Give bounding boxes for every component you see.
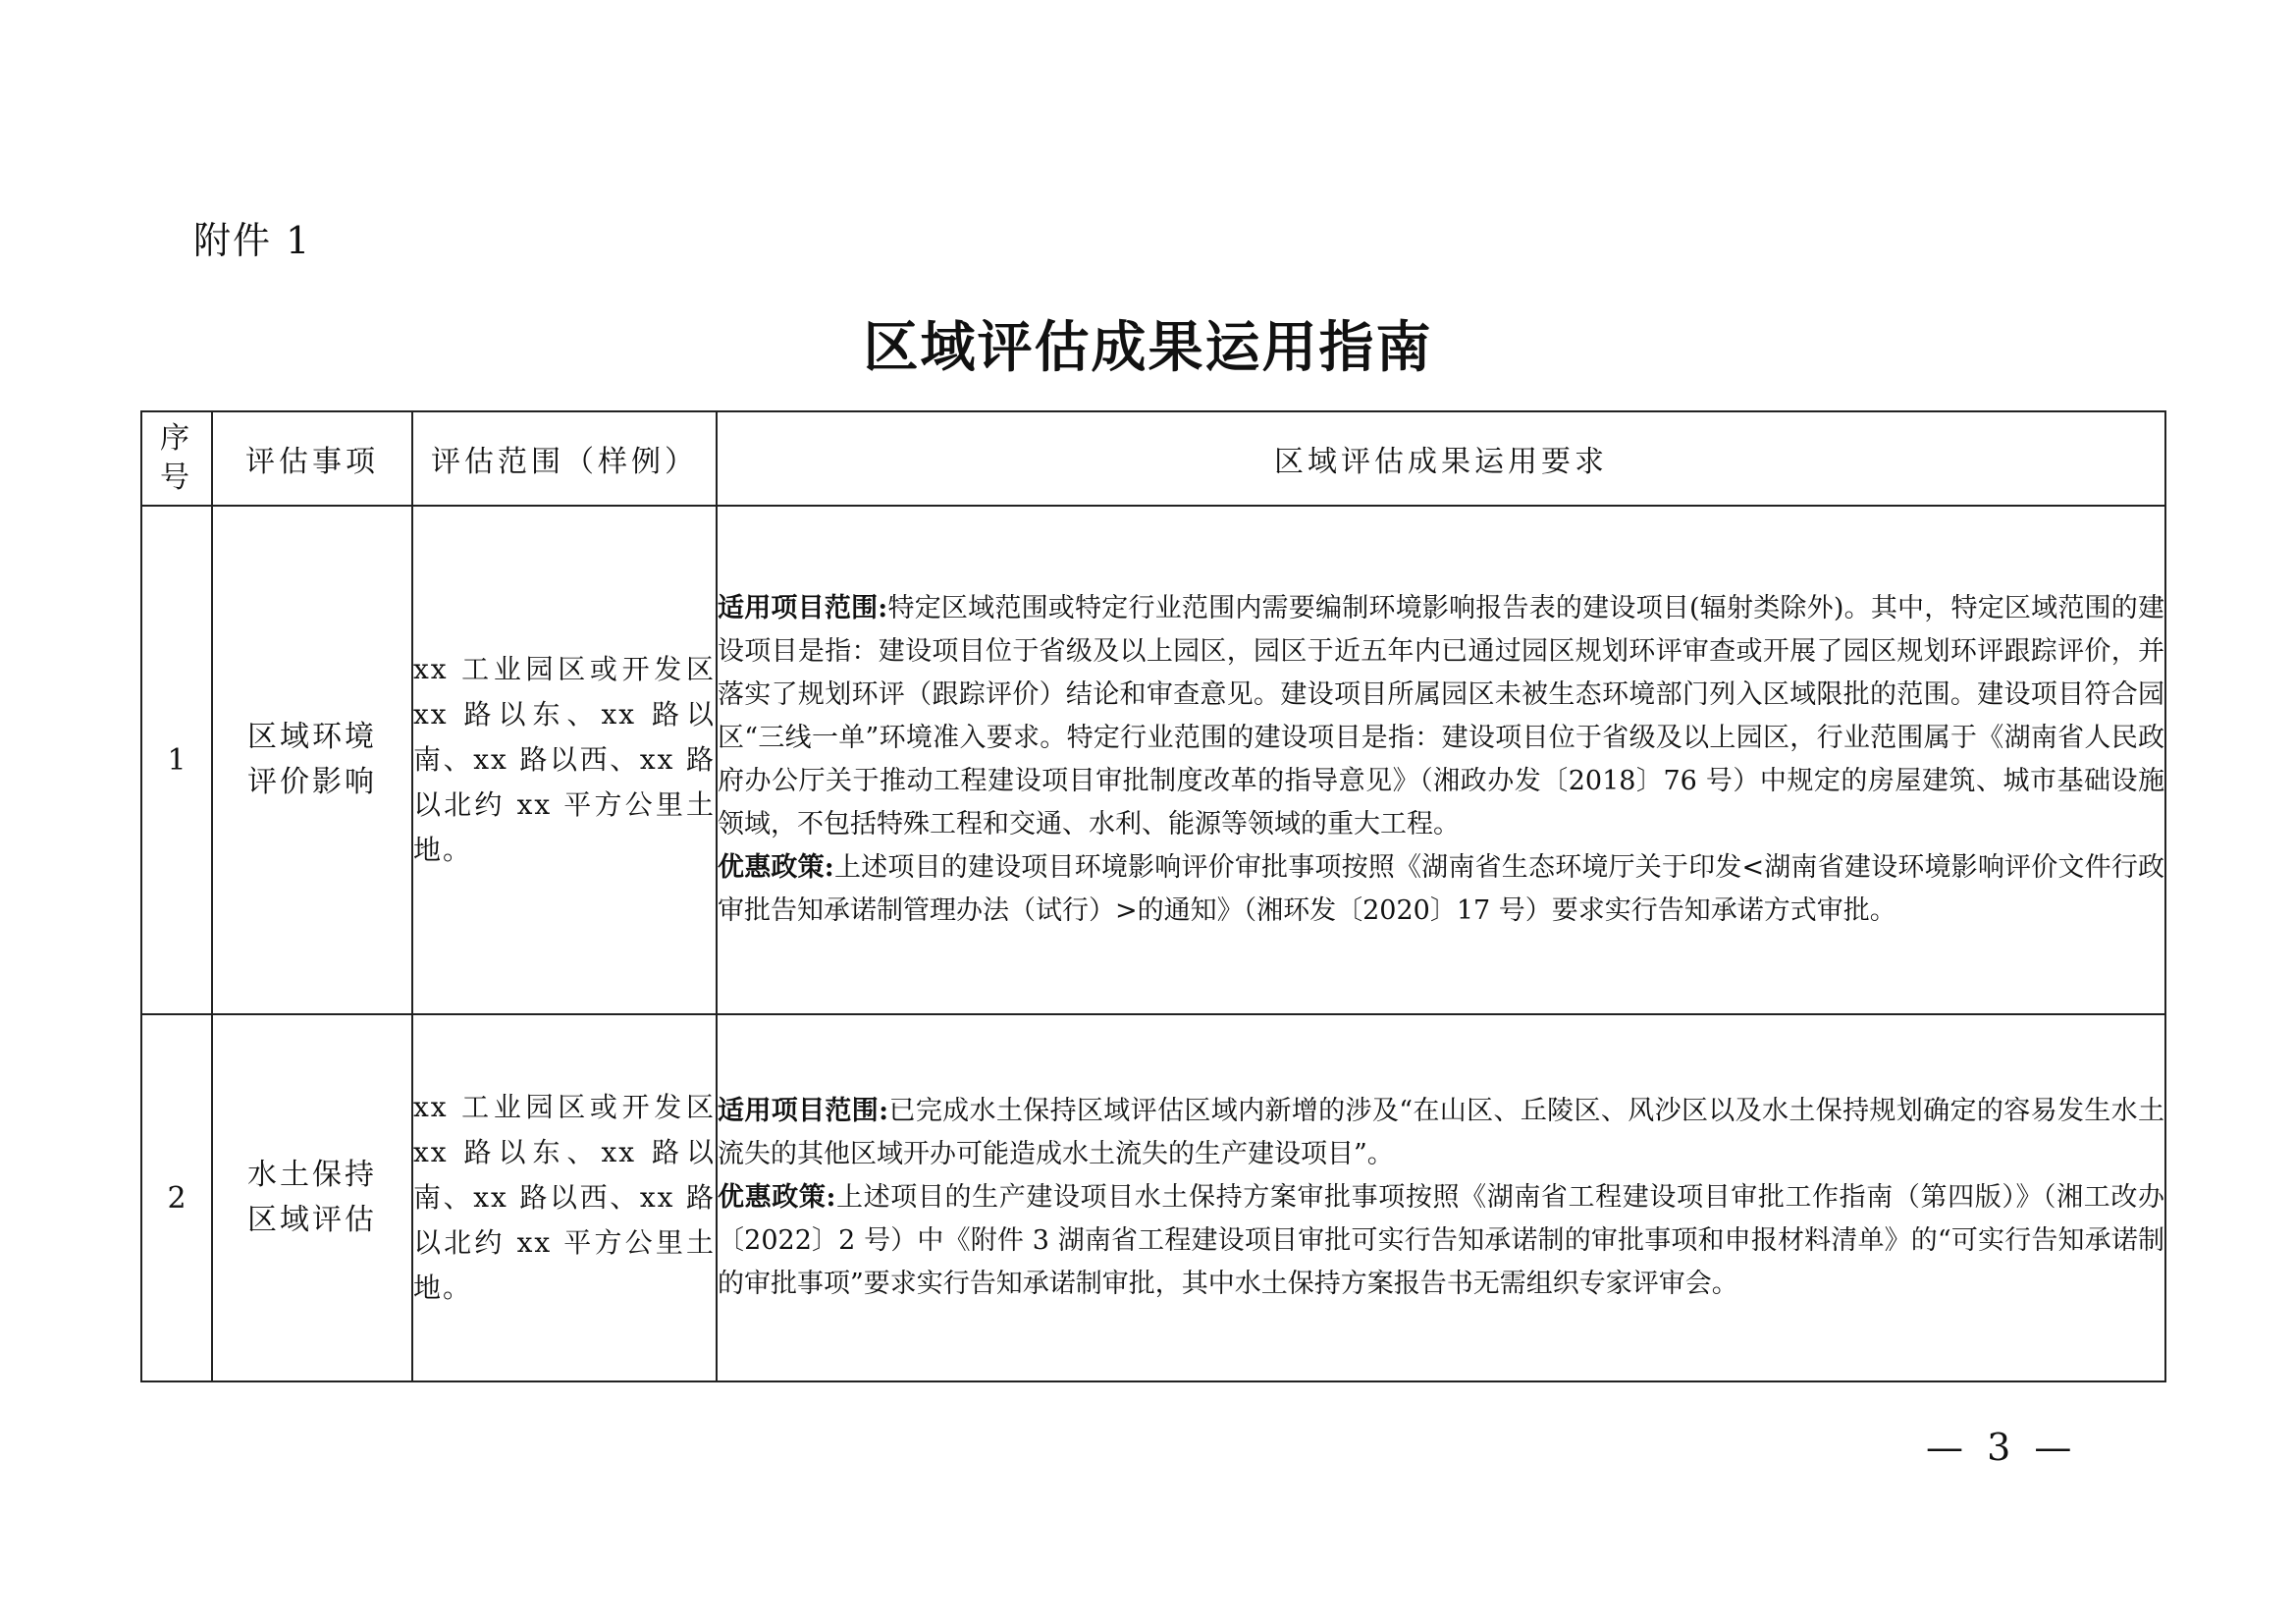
applicable-scope-label: 适用项目范围: [718, 1096, 889, 1126]
header-scope: 评估范围（样例） [412, 411, 717, 506]
row-item-line2: 区域评估 [247, 1203, 377, 1237]
document-title: 区域评估成果运用指南 [863, 315, 1433, 380]
attachment-label: 附件 1 [193, 219, 312, 262]
applicable-scope-paragraph [718, 587, 2164, 846]
applicable-scope-text: 特定区域范围或特定行业范围内需要编制环境影响报告表的建设项目(辐射类除外)。其中，特定区域范围的建设项目是指：建设项目位于省级及以上园区，园区于近五年内已通过园区规划环评审查或开展了园区规划环评跟踪评价，并落实了规划环评（跟踪评价）结论和审查意见。建设项目所属园区未被生态环境部门列入区域限批的范围。建设项目符合园区“三线一单”环境准入要求。特定行业范围的建设项目是指：建设项目位于省级及以上园区，行业范围属于《湖南省人民政府办公厅关于推动工程建设项目审批制度改革的指导意见》（湘政办发〔2018〕76 号）中规定的房屋建筑、城市基础设施领域，不包括特殊工程和交通、水利、能源等领域的重大工程。 [718, 593, 2164, 839]
row-item [212, 506, 412, 1014]
applicable-scope-paragraph [718, 1090, 2164, 1176]
header-item: 评估事项 [212, 411, 412, 506]
row-requirement [717, 506, 2165, 1014]
header-requirement: 区域评估成果运用要求 [717, 411, 2165, 506]
table-header-row [141, 411, 2165, 506]
table-row [141, 506, 2165, 1014]
page-number: — 3 — [1926, 1426, 2078, 1469]
header-seq-bottom: 号 [160, 460, 193, 495]
row-item-line1: 水土保持 [247, 1158, 377, 1192]
policy-text: 上述项目的生产建设项目水土保持方案审批事项按照《湖南省工程建设项目审批工作指南（第四版）》（湘工改办〔2022〕2 号）中《附件 3 湖南省工程建设项目审批可实行告知承诺制的审批事项和申报材料清单》的“可实行告知承诺制的审批事项”要求实行告知承诺制审批，其中水土保持方案报告书无需组织专家评审会。 [718, 1182, 2165, 1299]
row-item [212, 1014, 412, 1381]
row-seq: 1 [141, 506, 212, 1014]
header-seq-top: 序 [160, 421, 193, 456]
row-seq: 2 [141, 1014, 212, 1381]
row-scope: xx 工业园区或开发区 xx 路以东、xx 路以南、xx 路以西、xx 路以北约 xx 平方公里土地。 [412, 506, 717, 1014]
row-requirement [717, 1014, 2165, 1381]
applicable-scope-label: 适用项目范围: [718, 593, 888, 623]
policy-text: 上述项目的建设项目环境影响评价审批事项按照《湖南省生态环境厅关于印发<湖南省建设环境影响评价文件行政审批告知承诺制管理办法（试行）>的通知》（湘环发〔2020〕17 号）要求实行告知承诺方式审批。 [718, 852, 2165, 926]
policy-label: 优惠政策: [718, 1182, 836, 1213]
guide-table [140, 410, 2166, 1382]
row-item-line1: 区域环境 [247, 720, 377, 754]
header-seq [141, 411, 212, 506]
policy-paragraph [718, 1176, 2164, 1306]
row-item-line2: 评价影响 [247, 765, 377, 799]
applicable-scope-text: 已完成水土保持区域评估区域内新增的涉及“在山区、丘陵区、风沙区以及水土保持规划确定的容易发生水土流失的其他区域开办可能造成水土流失的生产建设项目”。 [718, 1096, 2164, 1169]
policy-paragraph [718, 846, 2164, 933]
policy-label: 优惠政策: [718, 852, 834, 883]
table-row [141, 1014, 2165, 1381]
row-scope: xx 工业园区或开发区 xx 路以东、xx 路以南、xx 路以西、xx 路以北约 xx 平方公里土地。 [412, 1014, 717, 1381]
